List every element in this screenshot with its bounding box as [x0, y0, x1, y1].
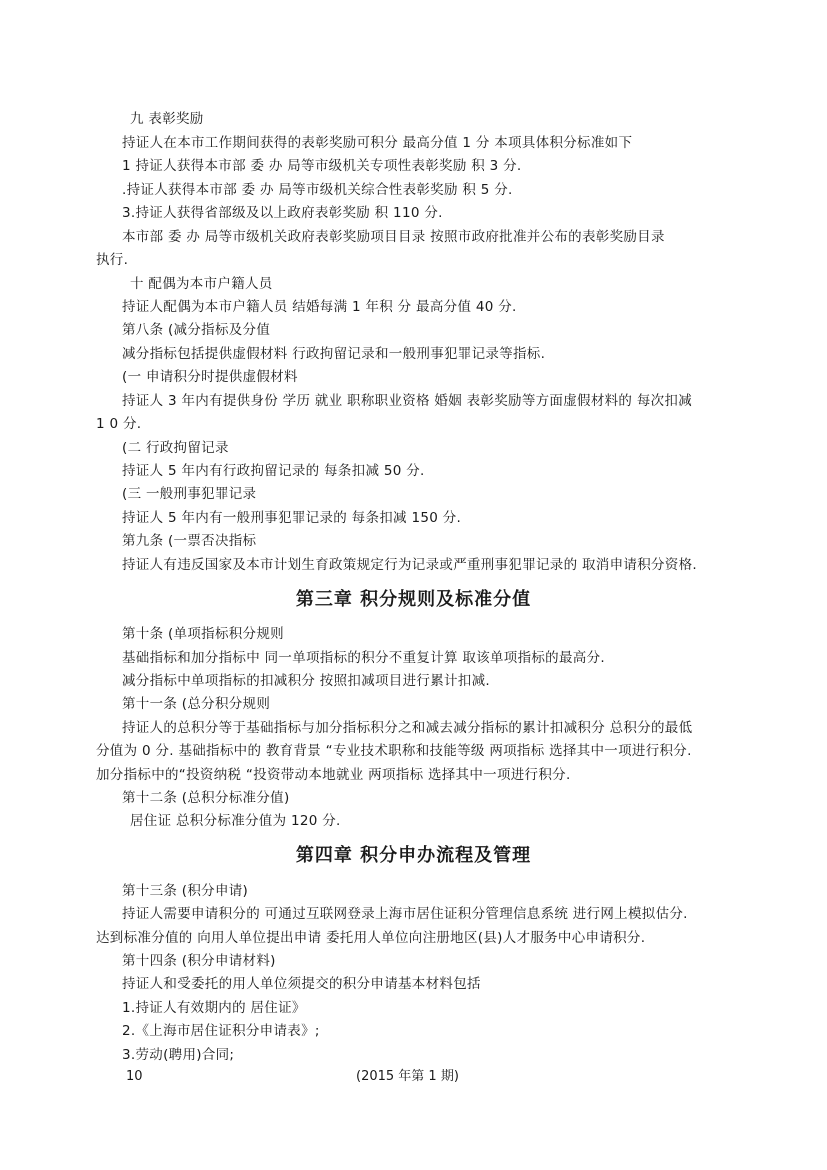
article-8-sub-2-text: 持证人 5 年内有行政拘留记录的 每条扣减 50 分. — [122, 463, 425, 479]
section-9-intro: 持证人在本市工作期间获得的表彰奖励可积分 最高分值 1 分 本项具体积分标准如下 — [122, 135, 633, 151]
section-10-title: 十 配偶为本市户籍人员 — [130, 276, 273, 292]
article-14-item-1: 1.持证人有效期内的 居住证》 — [122, 1000, 306, 1016]
article-10-title: 第十条 (单项指标积分规则 — [122, 626, 284, 642]
section-9-note: 本市部 委 办 局等市级机关政府表彰奖励项目目录 按照市政府批准并公布的表彰奖励目录 — [122, 229, 665, 245]
article-8-title: 第八条 (减分指标及分值 — [122, 322, 271, 338]
article-8-sub-2: (二 行政拘留记录 — [122, 440, 229, 456]
section-9-item-3: 3.持证人获得省部级及以上政府表彰奖励 积 110 分. — [122, 205, 443, 221]
article-13-title: 第十三条 (积分申请) — [122, 883, 249, 899]
article-13-text-2: 达到标准分值的 向用人单位提出申请 委托用人单位向注册地区(县)人才服务中心申请积分. — [96, 930, 646, 946]
article-9-title: 第九条 (一票否决指标 — [122, 533, 257, 549]
chapter-3-heading: 第三章 积分规则及标准分值 — [295, 589, 532, 610]
article-12-text: 居住证 总积分标准分值为 120 分. — [130, 813, 341, 829]
article-8-text: 减分指标包括提供虚假材料 行政拘留记录和一般刑事犯罪记录等指标. — [122, 346, 546, 362]
article-11-text-1: 持证人的总积分等于基础指标与加分指标积分之和减去减分指标的累计扣减积分 总积分的最低 — [122, 720, 693, 736]
article-12-title: 第十二条 (总积分标准分值) — [122, 790, 290, 806]
article-8-sub-3-text: 持证人 5 年内有一般刑事犯罪记录的 每条扣减 150 分. — [122, 510, 462, 526]
article-11-title: 第十一条 (总分积分规则 — [122, 696, 271, 712]
article-14-title: 第十四条 (积分申请材料) — [122, 953, 276, 969]
section-9-title: 九 表彰奖励 — [130, 111, 204, 127]
chapter-4-heading: 第四章 积分申办流程及管理 — [295, 845, 532, 866]
section-9-note-cont: 执行. — [96, 252, 129, 268]
page-number: 10 — [126, 1069, 143, 1084]
issue-label: (2015 年第 1 期) — [356, 1069, 459, 1084]
section-9-item-1: 1 持证人获得本市部 委 办 局等市级机关专项性表彰奖励 积 3 分. — [122, 158, 522, 174]
article-10-text-2: 减分指标中单项指标的扣减积分 按照扣减项目进行累计扣减. — [122, 673, 490, 689]
article-14-item-2: 2.《上海市居住证积分申请表》; — [122, 1023, 320, 1039]
article-13-text-1: 持证人需要申请积分的 可通过互联网登录上海市居住证积分管理信息系统 进行网上模拟估分. — [122, 906, 688, 922]
article-8-sub-1-text-cont: 1 0 分. — [96, 416, 142, 432]
article-14-text: 持证人和受委托的用人单位须提交的积分申请基本材料包括 — [122, 976, 481, 992]
section-9-item-2: .持证人获得本市部 委 办 局等市级机关综合性表彰奖励 积 5 分. — [122, 182, 513, 198]
article-11-text-3: 加分指标中的“投资纳税 “投资带动本地就业 两项指标 选择其中一项进行积分. — [96, 767, 571, 783]
article-11-text-2: 分值为 0 分. 基础指标中的 教育背景 “专业技术职称和技能等级 两项指标 选择其中一项进行积分. — [96, 743, 692, 759]
article-10-text-1: 基础指标和加分指标中 同一单项指标的积分不重复计算 取该单项指标的最高分. — [122, 650, 605, 666]
article-8-sub-1-text: 持证人 3 年内有提供身份 学历 就业 职称职业资格 婚姻 表彰奖励等方面虚假材料的 每次扣减 — [122, 393, 693, 409]
article-8-sub-3: (三 一般刑事犯罪记录 — [122, 486, 257, 502]
article-14-item-3: 3.劳动(聘用)合同; — [122, 1047, 235, 1063]
article-9-text: 持证人有违反国家及本市计划生育政策规定行为记录或严重刑事犯罪记录的 取消申请积分资格. — [122, 557, 697, 573]
article-8-sub-1: (一 申请积分时提供虚假材料 — [122, 369, 298, 385]
section-10-text: 持证人配偶为本市户籍人员 结婚每满 1 年积 分 最高分值 40 分. — [122, 299, 517, 315]
